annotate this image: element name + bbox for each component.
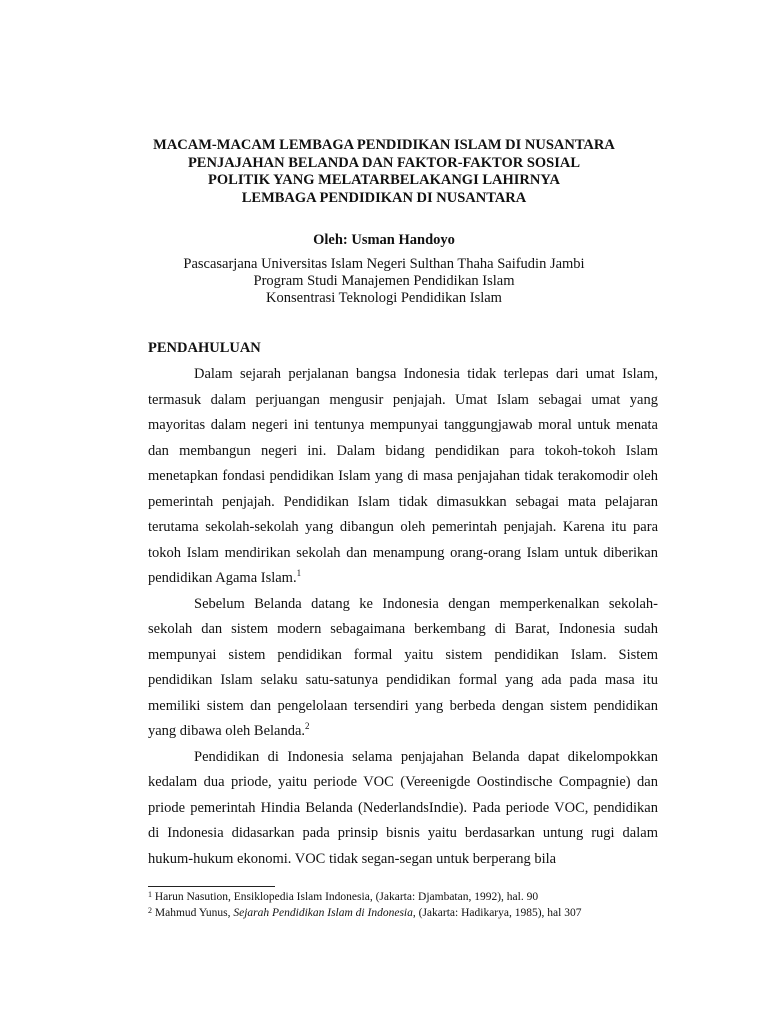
paragraph-text: Pendidikan di Indonesia selama penjajahan Belanda dapat dikelompokkan kedalam dua priode, yaitu periode VOC (Vereenigde Oostindische Compagnie) dan priode pemerintah Hindia Belanda (NederlandsIndie). Pada periode VOC, pendidikan di Indonesia didasarkan pada prinsip bisnis yaitu berdasarkan untung rugi dalam hukum-hukum ekonomi. VOC tidak segan-segan untuk berperang bila: [148, 748, 658, 867]
author-line: Oleh: Usman Handoyo: [313, 232, 455, 248]
paragraph: [148, 362, 658, 592]
affiliation-line: Program Studi Manajemen Pendidikan Islam: [253, 273, 515, 289]
affiliation-line: Pascasarjana Universitas Islam Negeri Sulthan Thaha Saifudin Jambi: [183, 256, 585, 272]
footnote-mark: 1: [148, 890, 152, 899]
document-title: [100, 137, 668, 207]
title-line: POLITIK YANG MELATARBELAKANGI LAHIRNYA: [208, 172, 560, 188]
title-line: PENJAJAHAN BELANDA DAN FAKTOR-FAKTOR SOSIAL: [187, 154, 581, 171]
title-line: MACAM-MACAM LEMBAGA PENDIDIKAN ISLAM DI NUSANTARA: [153, 137, 615, 153]
paragraph: [148, 745, 658, 873]
footnote-book-title: Sejarah Pendidikan Islam di Indonesia: [233, 907, 413, 919]
title-line: LEMBAGA PENDIDIKAN DI NUSANTARA: [241, 189, 527, 206]
footnote-ref: 1: [296, 568, 302, 578]
paragraph-text: Sebelum Belanda datang ke Indonesia dengan memperkenalkan sekolah-sekolah dan sistem modern sebagaimana berkembang di Barat, Indonesia sudah mempunyai sistem pendidikan formal yaitu sistem pendidikan Islam. Sistem pendidikan Islam selaku satu-satunya pendidikan formal yang ada pada masa itu memiliki sistem dan pengelolaan tersendiri yang berbeda dengan sistem pendidikan yang dibawa oleh Belanda.: [148, 595, 658, 739]
footnote: [148, 890, 668, 904]
footnote-ref: 2: [305, 721, 310, 731]
footnote-text: , (Jakarta: Hadikarya, 1985), hal 307: [412, 907, 582, 919]
affiliation-block: [100, 256, 668, 307]
paragraph: [148, 592, 658, 745]
footnote-mark: 2: [148, 906, 152, 915]
affiliation-line: Konsentrasi Teknologi Pendidikan Islam: [266, 290, 502, 306]
footnote-text: Harun Nasution, Ensiklopedia Islam Indonesia, (Jakarta: Djambatan, 1992), hal. 90: [154, 891, 539, 903]
section-heading: PENDAHULUAN: [148, 340, 261, 356]
body-text: [148, 362, 658, 872]
footnote-separator: [148, 886, 275, 887]
footnote-text: Mahmud Yunus,: [154, 907, 234, 919]
paragraph-text: Dalam sejarah perjalanan bangsa Indonesia tidak terlepas dari umat Islam, termasuk dalam perjuangan mengusir penjajah. Umat Islam sebagai umat yang mayoritas dalam negeri ini tentunya mempunyai tanggungjawab moral untuk menata dan membangun negeri ini. Dalam bidang pendidikan para tokoh-tokoh Islam menetapkan fondasi pendidikan Islam yang di masa penjajahan tidak terakomodir oleh pemerintah penjajah. Pendidikan Islam tidak dimasukkan sebagai mata pelajaran terutama sekolah-sekolah yang dibangun oleh pemerintah penjajah. Karena itu para tokoh Islam mendirikan sekolah dan menampung orang-orang Islam untuk diberikan pendidikan Agama Islam.: [148, 366, 658, 586]
footnote: [148, 906, 668, 920]
